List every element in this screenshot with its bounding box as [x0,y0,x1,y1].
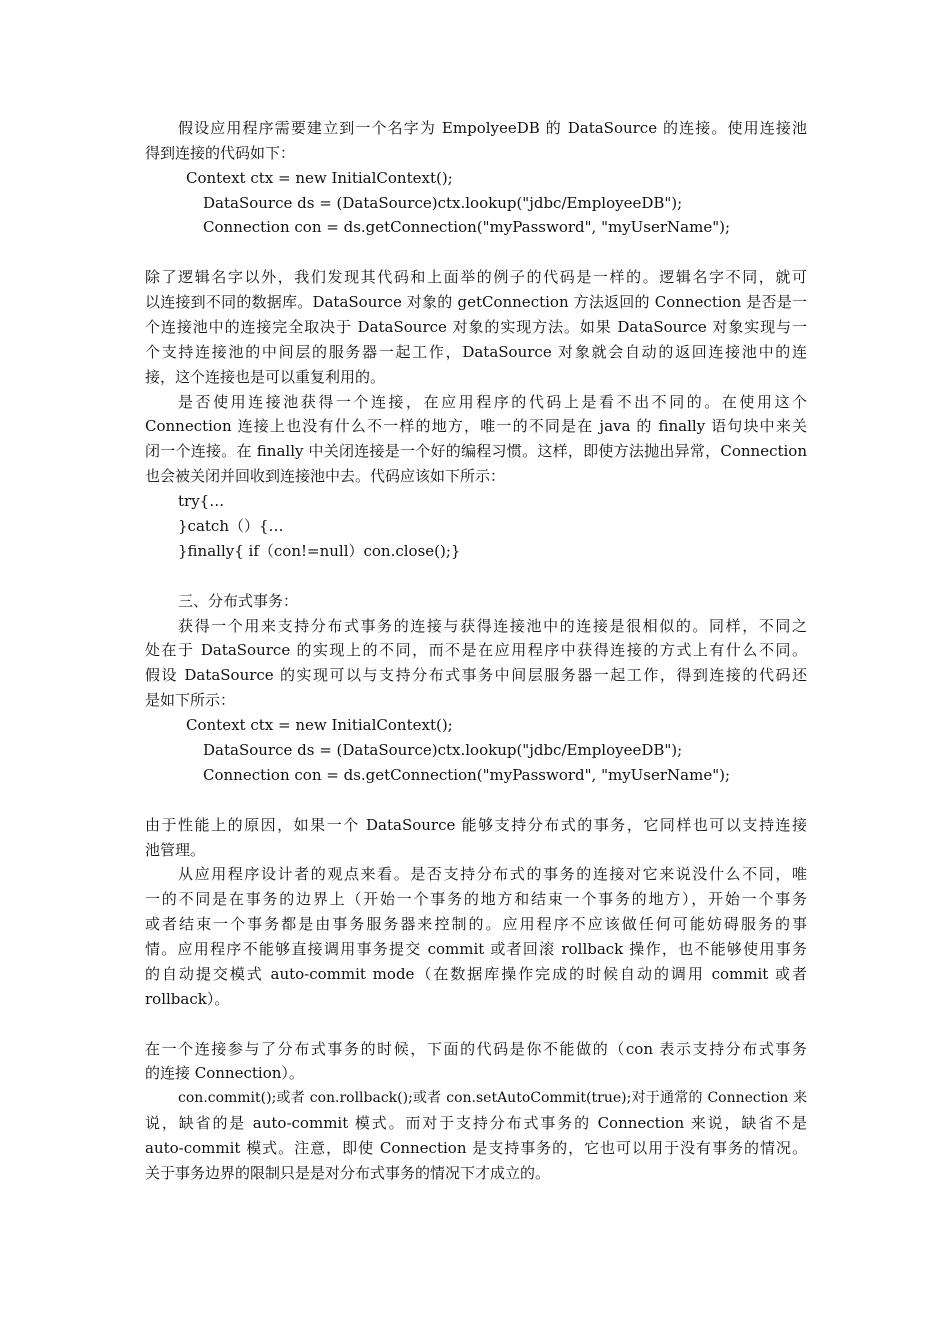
paragraph-line: auto-commit 模式。注意，即使 Connection 是支持事务的，它也可以用于没有事务的情况。 [145,1139,807,1157]
code-line: Context ctx = new InitialContext(); [186,169,453,187]
paragraph-line: 是否使用连接池获得一个连接，在应用程序的代码上是看不出不同的。在使用这个 [178,393,807,411]
paragraph-line: 说，缺省的是 auto-commit 模式。而对于支持分布式事务的 Connection 来说，缺省不是 [145,1114,807,1132]
paragraph-line: 假设 DataSource 的实现可以与支持分布式事务中间层服务器一起工作，得到连接的代码还 [145,666,807,684]
paragraph-line: 池管理。 [145,841,206,859]
code-line: Context ctx = new InitialContext(); [186,716,453,734]
code-line: }catch（）{… [178,517,284,535]
paragraph-line: 除了逻辑名字以外，我们发现其代码和上面举的例子的代码是一样的。逻辑名字不同，就可 [145,268,807,286]
code-line: DataSource ds = (DataSource)ctx.lookup("jdbc/EmployeeDB"); [203,194,683,212]
paragraph-line: 闭一个连接。在 finally 中关闭连接是一个好的编程习惯。这样，即使方法抛出异常，Connection [145,442,807,460]
paragraph-line: 获得一个用来支持分布式事务的连接与获得连接池中的连接是很相似的。同样，不同之 [178,617,807,635]
code-line: DataSource ds = (DataSource)ctx.lookup("jdbc/EmployeeDB"); [203,741,683,759]
paragraph-line: 得到连接的代码如下： [145,144,296,162]
paragraph-line: 一的不同是在事务的边界上（开始一个事务的地方和结束一个事务的地方），开始一个事务 [145,890,807,908]
paragraph-line: 个支持连接池的中间层的服务器一起工作，DataSource 对象就会自动的返回连接池中的连 [145,343,807,361]
paragraph-line: 个连接池中的连接完全取决于 DataSource 对象的实现方法。如果 DataSource 对象实现与一 [145,318,807,336]
paragraph-line: 处在于 DataSource 的实现上的不同，而不是在应用程序中获得连接的方式上有什么不同。 [145,641,807,659]
paragraph-line: 也会被关闭并回收到连接池中去。代码应该如下所示： [145,467,506,485]
code-line: Connection con = ds.getConnection("myPassword", "myUserName"); [203,766,731,784]
paragraph-line: rollback）。 [145,990,230,1008]
section-heading: 三、分布式事务： [178,592,299,610]
code-line: }finally{ if（con!=null）con.close();} [178,542,461,560]
paragraph-line: 从应用程序设计者的观点来看。是否支持分布式的事务的连接对它来说没什么不同，唯 [178,865,807,883]
paragraph-line: Connection 连接上也没有什么不一样的地方，唯一的不同是在 java 的 finally 语句块中来关 [145,417,807,435]
paragraph-line: 的连接 Connection）。 [145,1064,304,1082]
paragraph-line: 是如下所示： [145,691,236,709]
paragraph-line: 或者结束一个事务都是由事务服务器来控制的。应用程序不应该做任何可能妨碍服务的事 [145,915,807,933]
code-line: Connection con = ds.getConnection("myPassword", "myUserName"); [203,218,731,236]
paragraph-line: con.commit();或者 con.rollback();或者 con.setAutoCommit(true);对于通常的 Connection 来 [178,1090,807,1106]
paragraph-line: 的自动提交模式 auto-commit mode（在数据库操作完成的时候自动的调用 commit 或者 [145,965,807,983]
code-line: try{… [178,492,225,510]
paragraph-line: 情。应用程序不能够直接调用事务提交 commit 或者回滚 rollback 操作，也不能够使用事务 [145,940,807,958]
paragraph-line: 以连接到不同的数据库。DataSource 对象的 getConnection 方法返回的 Connection 是否是一 [145,293,807,311]
paragraph-line: 由于性能上的原因，如果一个 DataSource 能够支持分布式的事务，它同样也可以支持连接 [145,816,807,834]
paragraph-line: 假设应用程序需要建立到一个名字为 EmpolyeeDB 的 DataSource 的连接。使用连接池 [178,119,807,137]
paragraph-line: 在一个连接参与了分布式事务的时候，下面的代码是你不能做的（con 表示支持分布式事务 [145,1040,807,1058]
paragraph-line: 接，这个连接也是可以重复利用的。 [145,368,386,386]
paragraph-line: 关于事务边界的限制只是是对分布式事务的情况下才成立的。 [145,1164,551,1182]
